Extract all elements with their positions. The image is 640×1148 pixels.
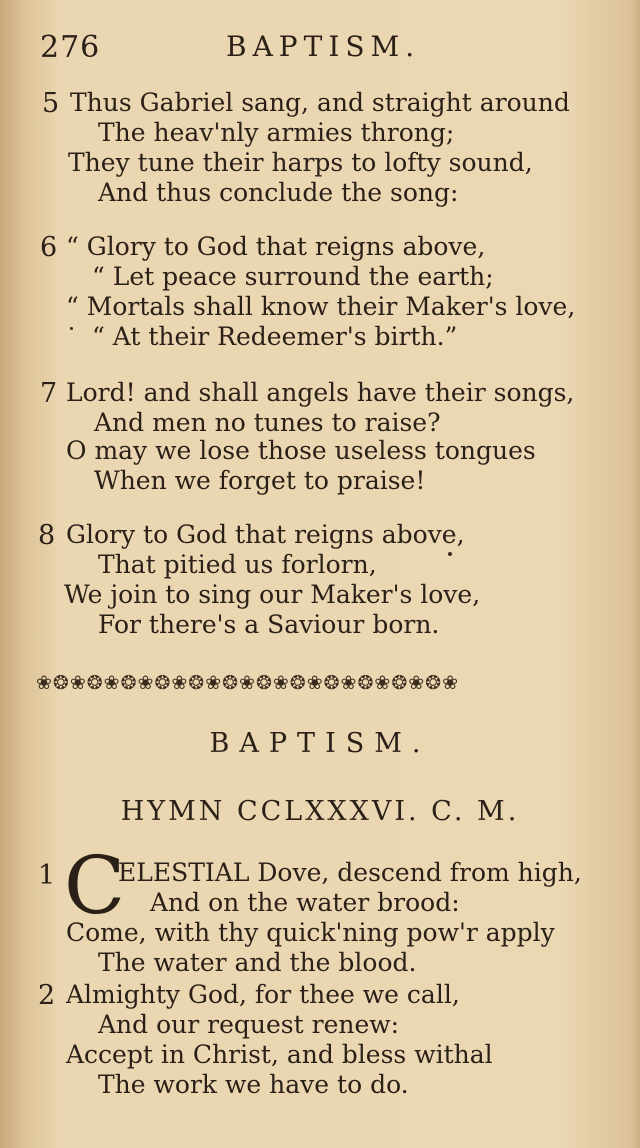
verse-line: We join to sing our Maker's love, bbox=[64, 580, 481, 609]
verse-line: That pitied us forlorn, bbox=[98, 550, 377, 579]
verse-line: Accept in Christ, and bless withal bbox=[66, 1040, 493, 1069]
running-title: BAPTISM. bbox=[226, 30, 421, 63]
verse-line: O may we lose those useless tongues bbox=[66, 436, 536, 465]
verse-number: 8 bbox=[38, 520, 56, 551]
verse-line: When we forget to praise! bbox=[94, 466, 426, 495]
verse-number: 2 bbox=[38, 980, 56, 1011]
verse-line: And on the water brood: bbox=[150, 888, 460, 917]
verse-line: The water and the blood. bbox=[98, 948, 417, 977]
verse-line: Glory to God that reigns above, bbox=[66, 520, 465, 549]
verse-line: And our request renew: bbox=[98, 1010, 400, 1039]
verse-line: And men no tunes to raise? bbox=[94, 408, 441, 437]
verse-line: ELESTIAL Dove, descend from high, bbox=[118, 858, 582, 887]
ink-speck bbox=[448, 552, 452, 556]
verse-line: The work we have to do. bbox=[98, 1070, 409, 1099]
verse-number: 5 bbox=[42, 88, 60, 119]
verse-line: “ Let peace surround the earth; bbox=[92, 262, 494, 291]
drop-cap: C bbox=[64, 839, 126, 932]
verse-number: 6 bbox=[40, 232, 58, 263]
section-title: BAPTISM. bbox=[209, 728, 431, 759]
verse-number: 7 bbox=[40, 378, 58, 409]
ornamental-divider: ❀❂❀❂❀❂❀❂❀❂❀❂❀❂❀❂❀❂❀❂❀❂❀❂❀ bbox=[36, 672, 459, 694]
verse-number: 1 bbox=[38, 860, 56, 891]
ink-speck bbox=[70, 327, 73, 330]
verse-line: They tune their harps to lofty sound, bbox=[68, 148, 533, 177]
page-number: 276 bbox=[40, 30, 101, 65]
verse-line: For there's a Saviour born. bbox=[98, 610, 440, 639]
verse-line: “ Glory to God that reigns above, bbox=[66, 232, 486, 261]
verse-line: Lord! and shall angels have their songs, bbox=[66, 378, 575, 407]
verse-line: Almighty God, for thee we call, bbox=[66, 980, 460, 1009]
verse-line: “ Mortals shall know their Maker's love, bbox=[66, 292, 576, 321]
verse-line: The heav'nly armies throng; bbox=[98, 118, 455, 147]
hymn-title: HYMN CCLXXXVI. C. M. bbox=[120, 796, 520, 827]
verse-line: Thus Gabriel sang, and straight around bbox=[70, 88, 570, 117]
verse-line: And thus conclude the song: bbox=[98, 178, 459, 207]
verse-line: “ At their Redeemer's birth.” bbox=[92, 322, 458, 351]
verse-line: Come, with thy quick'ning pow'r apply bbox=[66, 918, 555, 947]
